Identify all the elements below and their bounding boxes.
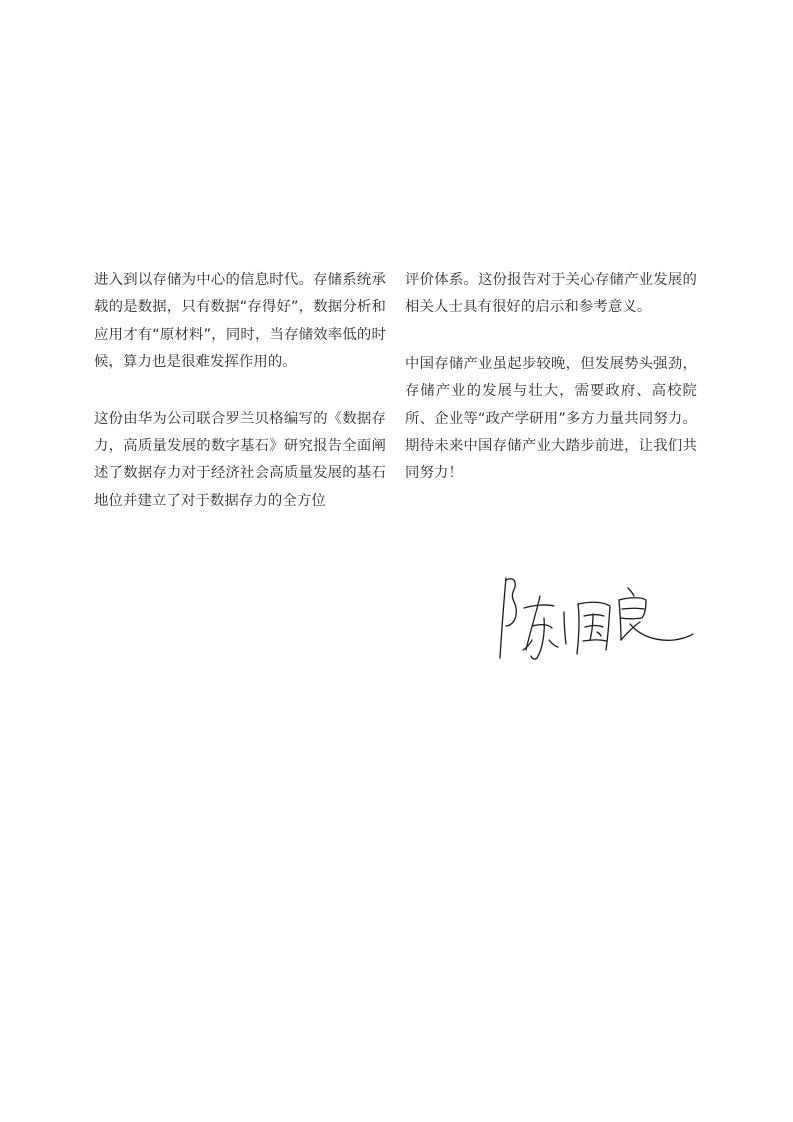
signature-stroke — [506, 579, 516, 626]
paragraph: 评价体系。这份报告对于关心存储产业发展的相关人士具有很好的启示和参考意义。 — [405, 272, 697, 316]
left-column — [94, 267, 386, 544]
signature-stroke — [500, 578, 506, 658]
signature-stroke — [583, 640, 606, 641]
signature-stroke — [630, 624, 693, 640]
paragraph: 中国存储产业虽起步较晚，但发展势头强劲，存储产业的发展与壮大，需要政府、高校院所、企业等“政产学研用”多方力量共同努力。期待未来中国存储产业大踏步前进，让我们共同努力！ — [405, 355, 697, 482]
signature-stroke — [584, 615, 604, 617]
signature-stroke — [619, 600, 621, 640]
signature-stroke — [628, 588, 634, 596]
paragraph: 进入到以存储为中心的信息时代。存储系统承载的是数据，只有数据“存得好”，数据分析和应用才有“原材料”，同时，当存储效率低的时候，算力也是很难发挥作用的。 — [94, 272, 386, 371]
signature-stroke — [590, 614, 593, 640]
signature-stroke — [622, 608, 644, 609]
signature-stroke — [532, 625, 552, 628]
signature-stroke — [585, 626, 603, 628]
signature-stroke — [549, 640, 558, 647]
paragraph: 这份由华为公司联合罗兰贝格编写的《数据存力，高质量发展的数字基石》研究报告全面阐述了数据存力对于经济社会高质量发展的基石地位并建立了对于数据存力的全方位 — [94, 410, 386, 509]
signature-stroke — [597, 632, 601, 636]
signature-stroke — [564, 612, 566, 644]
handwritten-signature — [488, 570, 698, 665]
signature-stroke — [524, 605, 554, 608]
signature-stroke — [526, 596, 540, 650]
right-column — [405, 267, 697, 517]
signature-stroke — [577, 604, 579, 654]
